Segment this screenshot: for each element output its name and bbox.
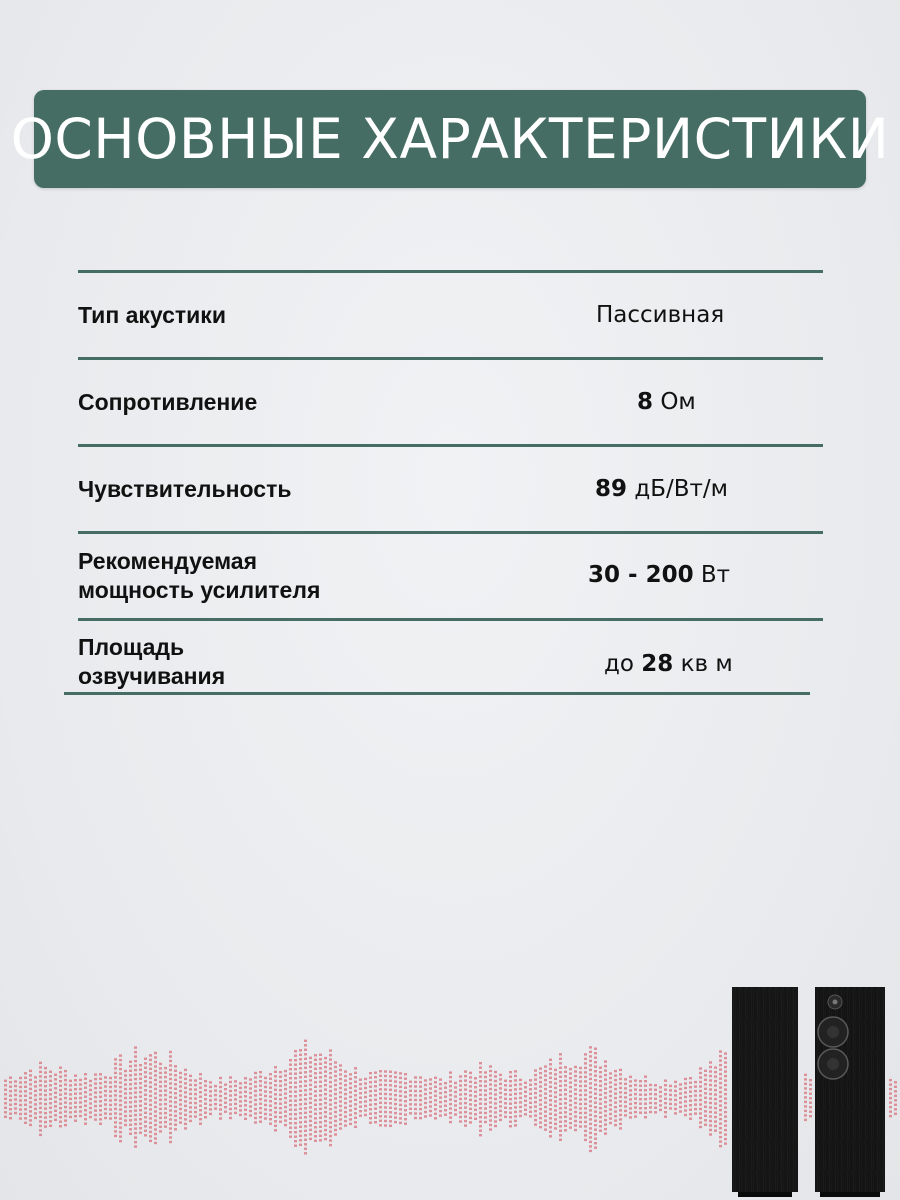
footer-decoration [0, 960, 900, 1200]
spec-value-type: Пассивная [596, 302, 725, 328]
divider [78, 618, 823, 621]
spec-label-power: Рекомендуемая мощность усилителя [78, 548, 321, 603]
divider [78, 270, 823, 273]
spec-value-impedance: 8 Ом [637, 389, 696, 415]
speakers-image [732, 987, 885, 1197]
divider [64, 692, 810, 695]
divider [78, 357, 823, 360]
spec-label-type: Тип акустики [78, 302, 226, 328]
spec-value-sensitivity: 89 дБ/Вт/м [595, 476, 729, 502]
divider [78, 444, 823, 447]
spec-value-power: 30 - 200 Вт [588, 562, 731, 588]
spec-label-impedance: Сопротивление [78, 389, 258, 415]
spec-label-sensitivity: Чувствительность [78, 476, 292, 502]
spec-value-area: до 28 кв м [604, 651, 733, 677]
page-title: ОСНОВНЫЕ ХАРАКТЕРИСТИКИ [10, 107, 890, 171]
divider [78, 531, 823, 534]
spec-label-area: Площадь озвучивания [78, 634, 226, 689]
